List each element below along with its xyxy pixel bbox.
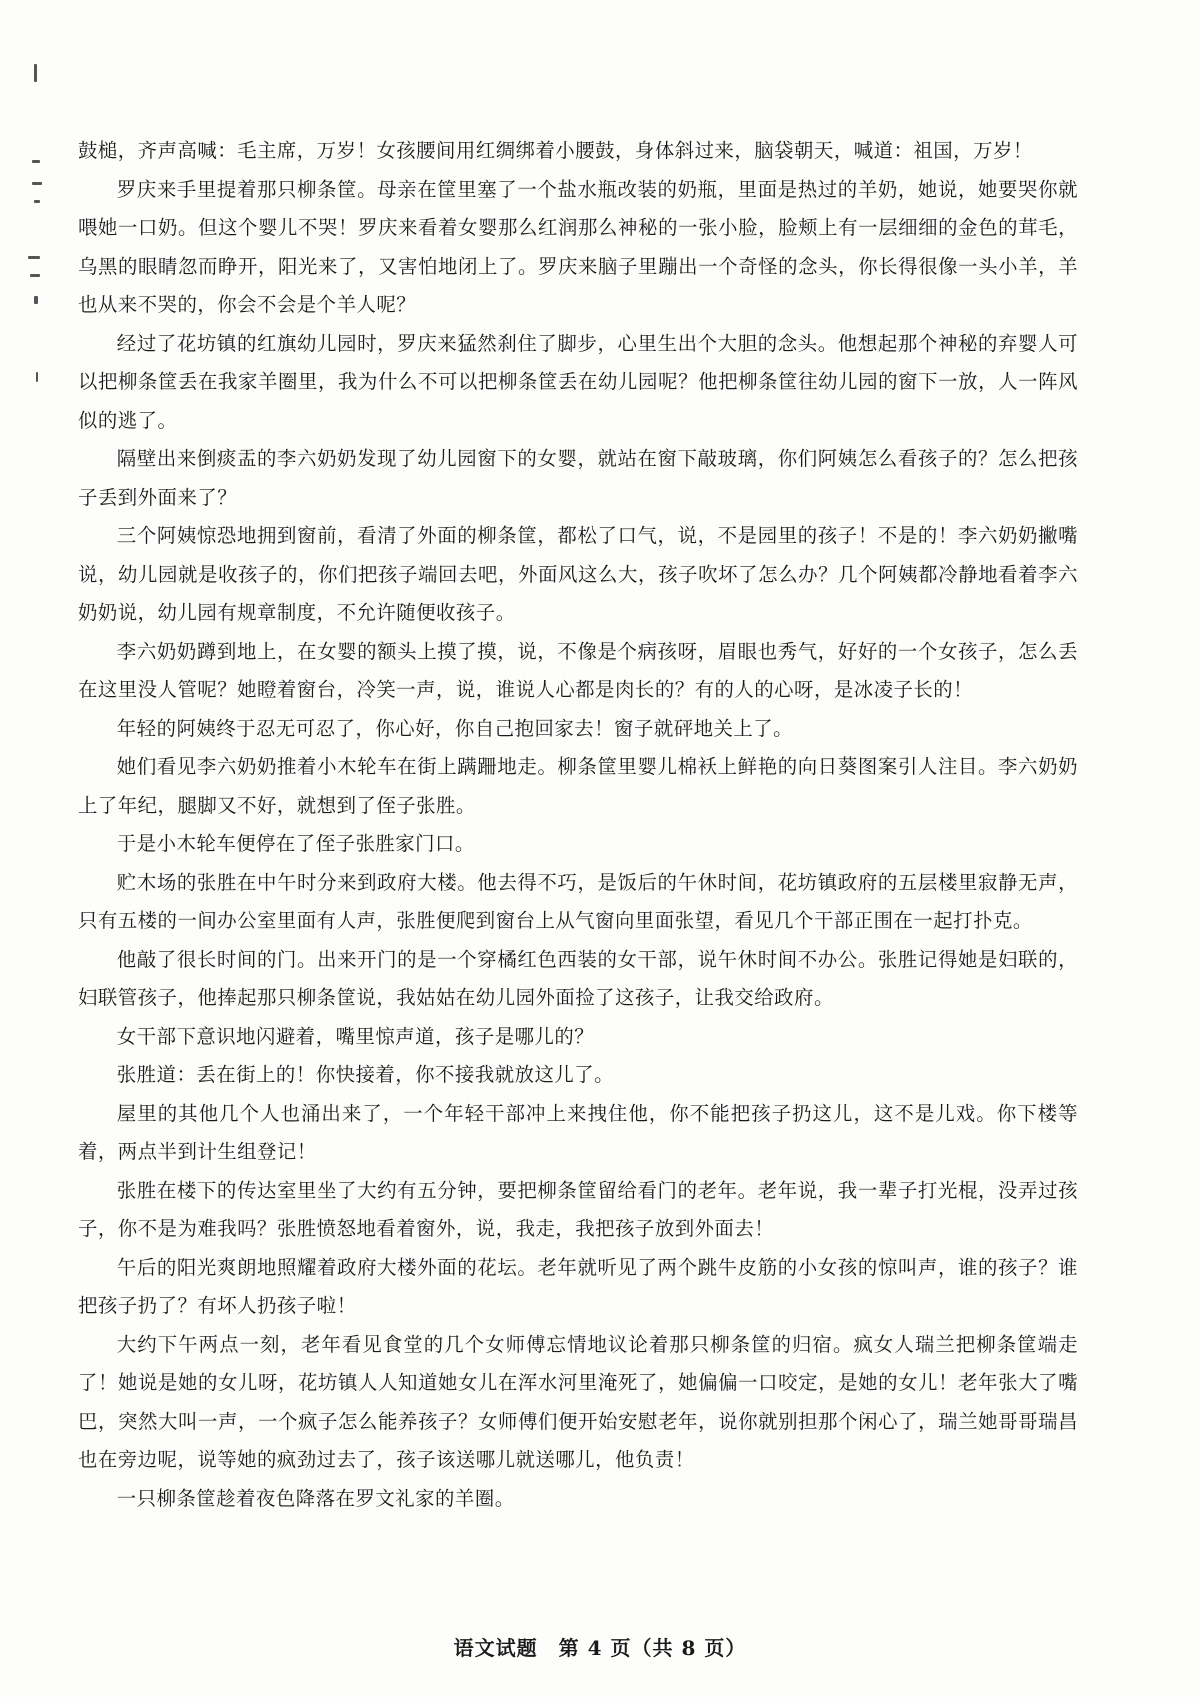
- binding-margin-marks: [22, 60, 62, 420]
- paragraph: 于是小木轮车便停在了侄子张胜家门口。: [116, 832, 475, 855]
- paragraph: 经过了花坊镇的红旗幼儿园时，罗庆来猛然刹住了脚步，心里生出个大胆的念头。他想起那个神秘的弃婴人可以把柳条筐丢在我家羊圈里，我为什么不可以把柳条筐丢在幼儿园呢？他把柳条筐往幼儿园的窗下一放，人一阵风似的逃了。: [78, 331, 1078, 432]
- paragraph: 三个阿姨惊恐地拥到窗前，看清了外面的柳条筐，都松了口气，说，不是园里的孩子！不是的！李六奶奶撇嘴说，幼儿园就是收孩子的，你们把孩子端回去吧，外面风这么大，孩子吹坏了怎么办？几个阿姨都冷静地看着李六奶奶说，幼儿园有规章制度，不允许随便收孩子。: [78, 524, 1078, 624]
- paragraph: 罗庆来手里提着那只柳条筐。母亲在筐里塞了一个盐水瓶改装的奶瓶，里面是热过的羊奶，她说，她要哭你就喂她一口奶。但这个婴儿不哭！罗庆来看着女婴那么红润那么神秘的一张小脸，脸颊上有一层细细的金色的茸毛，乌黑的眼睛忽而睁开，阳光来了，又害怕地闭上了。罗庆来脑子里蹦出一个奇怪的念头，你长得很像一头小羊，羊也从来不哭的，你会不会是个羊人呢？: [78, 177, 1078, 316]
- paragraph: 李六奶奶蹲到地上，在女婴的额头上摸了摸，说，不像是个病孩呀，眉眼也秀气，好好的一个女孩子，怎么丢在这里没人管呢？她瞪着窗台，冷笑一声，说，谁说人心都是肉长的？有的人的心呀，是冰凌子长的！: [78, 639, 1078, 701]
- paragraph: 张胜在楼下的传达室里坐了大约有五分钟，要把柳条筐留给看门的老年。老年说，我一辈子打光棍，没弄过孩子，你不是为难我吗？张胜愤怒地看着窗外，说，我走，我把孩子放到外面去！: [78, 1178, 1078, 1240]
- page-footer: 语文试题 第 4 页（共 8 页）: [453, 1636, 747, 1660]
- paragraph: 贮木场的张胜在中午时分来到政府大楼。他去得不巧，是饭后的午休时间，花坊镇政府的五层楼里寂静无声，只有五楼的一间办公室里面有人声，张胜便爬到窗台上从气窗向里面张望，看见几个干部正围在一起打扑克。: [78, 870, 1078, 932]
- paragraph: 隔壁出来倒痰盂的李六奶奶发现了幼儿园窗下的女婴，就站在窗下敲玻璃，你们阿姨怎么看孩子的？怎么把孩子丢到外面来了？: [78, 447, 1078, 509]
- paragraph: 年轻的阿姨终于忍无可忍了，你心好，你自己抱回家去！窗子就砰地关上了。: [116, 716, 794, 740]
- paragraph: 鼓槌，齐声高喊：毛主席，万岁！女孩腰间用红绸绑着小腰鼓，身体斜过来，脑袋朝天，喊道：祖国，万岁！: [78, 139, 1033, 162]
- paragraph: 张胜道：丢在街上的！你快接着，你不接我就放这儿了。: [116, 1063, 615, 1086]
- paragraph: 女干部下意识地闪避着，嘴里惊声道，孩子是哪儿的？: [116, 1024, 595, 1048]
- paragraph: 大约下午两点一刻，老年看见食堂的几个女师傅忘情地议论着那只柳条筐的归宿。疯女人瑞兰把柳条筐端走了！她说是她的女儿呀，花坊镇人人知道她女儿在浑水河里淹死了，她偏偏一口咬定，是她的女儿！老年张大了嘴巴，突然大叫一声，一个疯子怎么能养孩子？女师傅们便开始安慰老年，说你就别担那个闲心了，瑞兰她哥哥瑞昌也在旁边呢，说等她的疯劲过去了，孩子该送哪儿就送哪儿，他负责！: [78, 1332, 1078, 1471]
- paragraph: 他敲了很长时间的门。出来开门的是一个穿橘红色西装的女干部，说午休时间不办公。张胜记得她是妇联的，妇联管孩子，他捧起那只柳条筐说，我姑姑在幼儿园外面捡了这孩子，让我交给政府。: [78, 947, 1078, 1009]
- paragraph: 她们看见李六奶奶推着小木轮车在街上蹒跚地走。柳条筐里婴儿棉袄上鲜艳的向日葵图案引人注目。李六奶奶上了年纪，腿脚又不好，就想到了侄子张胜。: [78, 755, 1078, 817]
- article-body: [78, 132, 1078, 1518]
- paragraph: 屋里的其他几个人也涌出来了，一个年轻干部冲上来拽住他，你不能把孩子扔这儿，这不是儿戏。你下楼等着，两点半到计生组登记！: [78, 1101, 1078, 1163]
- paragraph: 午后的阳光爽朗地照耀着政府大楼外面的花坛。老年就听见了两个跳牛皮筋的小女孩的惊叫声，谁的孩子？谁把孩子扔了？有坏人扔孩子啦！: [78, 1255, 1078, 1317]
- paragraph: 一只柳条筐趁着夜色降落在罗文礼家的羊圈。: [116, 1486, 515, 1510]
